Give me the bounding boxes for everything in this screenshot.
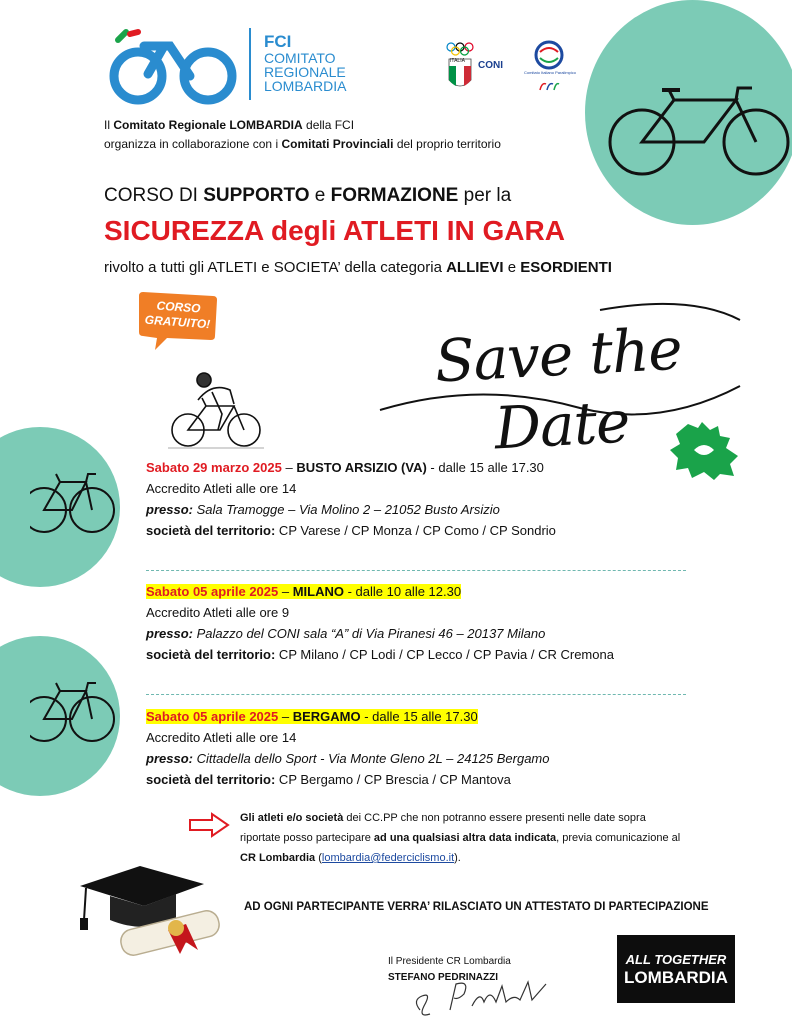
fci-cycle-icon	[104, 26, 244, 106]
fci-line3: LOMBARDIA	[264, 78, 347, 94]
email-link[interactable]: lombardia@federciclismo.it	[321, 852, 455, 864]
event-2-accredito: Accredito Atleti alle ore 9	[146, 605, 290, 620]
attestato-notice: AD OGNI PARTECIPANTE VERRA’ RILASCIATO UN ATTESTATO DI PARTECIPAZIONE	[244, 901, 709, 913]
intro-line-2: organizza in collaborazione con i Comitati Provinciali del proprio territorio	[104, 137, 501, 151]
cyclist-illustration-icon	[168, 370, 264, 450]
event-3	[146, 706, 686, 790]
fci-line2: REGIONALE	[264, 64, 346, 80]
fci-logo	[104, 26, 364, 106]
intro-line-1: Il Comitato Regionale LOMBARDIA della FCI	[104, 118, 355, 132]
all-together-line1: ALL TOGETHER	[625, 952, 727, 967]
course-heading: CORSO DI SUPPORTO e FORMAZIONE per la	[104, 185, 512, 206]
all-together-logo	[617, 935, 735, 1003]
event-3-societa: società del territorio: CP Bergamo / CP Brescia / CP Mantova	[146, 772, 511, 787]
event-2-headline: Sabato 05 aprile 2025 – MILANO - dalle 10 alle 12.30	[146, 584, 462, 599]
coni-logo	[446, 42, 516, 92]
note	[240, 808, 740, 868]
bicycle-icon-large	[604, 80, 792, 180]
cip-logo	[520, 40, 580, 96]
signature-role: Il Presidente CR Lombardia	[388, 956, 511, 967]
course-title: SICUREZZA degli ATLETI IN GARA	[104, 215, 565, 246]
badge-line-2: GRATUITO!	[144, 312, 211, 332]
event-3-accredito: Accredito Atleti alle ore 14	[146, 730, 297, 745]
olympic-rings-icon	[446, 42, 474, 56]
event-2-presso: presso: Palazzo del CONI sala “A” di Via Piranesi 46 – 20137 Milano	[146, 626, 546, 641]
agitos-icon	[538, 80, 560, 92]
divider-1	[146, 570, 686, 571]
fci-line1: COMITATO	[264, 50, 336, 66]
event-3-headline: Sabato 05 aprile 2025 – BERGAMO - dalle 15 alle 17.30	[146, 709, 478, 724]
coni-label: CONI	[478, 60, 503, 71]
graduation-cap-icon	[76, 862, 226, 958]
fci-divider	[249, 28, 251, 100]
note-line-3: CR Lombardia (lombardia@federciclismo.it).	[240, 852, 461, 864]
arrow-right-icon	[188, 812, 230, 838]
bicycle-icon-left-2	[30, 677, 115, 747]
note-line-1: Gli atleti e/o società dei CC.PP che non potranno essere presenti nelle date sopra	[240, 812, 646, 824]
divider-2	[146, 694, 686, 695]
all-together-line2: LOMBARDIA	[624, 968, 728, 987]
cip-emblem-icon	[534, 40, 564, 70]
event-3-presso: presso: Cittadella dello Sport - Via Monte Gleno 2L – 24125 Bergamo	[146, 751, 550, 766]
save-the-date-flourish	[360, 290, 760, 430]
corso-gratuito-badge	[137, 290, 219, 346]
badge-line-1: CORSO	[156, 298, 201, 316]
event-1-headline: Sabato 29 marzo 2025 – BUSTO ARSIZIO (VA) - dalle 15 alle 17.30	[146, 460, 544, 475]
fci-label: FCI	[264, 32, 292, 51]
event-2	[146, 581, 686, 665]
event-1	[146, 457, 686, 541]
event-1-accredito: Accredito Atleti alle ore 14	[146, 481, 297, 496]
event-1-societa: società del territorio: CP Varese / CP Monza / CP Como / CP Sondrio	[146, 523, 556, 538]
event-1-presso: presso: Sala Tramogge – Via Molino 2 – 21052 Busto Arsizio	[146, 502, 500, 517]
course-audience: rivolto a tutti gli ATLETI e SOCIETA’ della categoria ALLIEVI e ESORDIENTI	[104, 259, 612, 276]
save-the-date: Save the Date	[433, 314, 684, 463]
signature-name: STEFANO PEDRINAZZI	[388, 972, 499, 983]
signature-handwriting	[410, 970, 560, 1020]
bicycle-icon-left-1	[30, 468, 115, 538]
italia-label: ITALIA	[450, 58, 465, 64]
cip-label: Comitato Italiano Paralimpico	[523, 70, 577, 75]
note-line-2: riportate posso partecipare ad una qualsiasi altra data indicata, previa comunicazione al	[240, 832, 681, 844]
event-2-societa: società del territorio: CP Milano / CP Lodi / CP Lecco / CP Pavia / CR Cremona	[146, 647, 614, 662]
